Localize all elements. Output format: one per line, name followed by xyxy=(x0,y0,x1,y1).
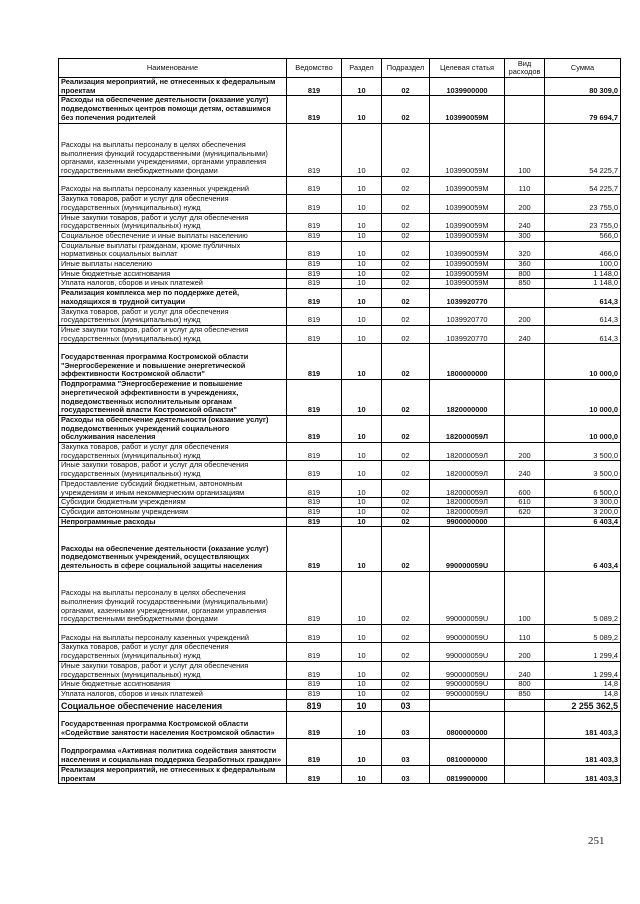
row-name: Непрограммные расходы xyxy=(59,517,287,527)
table-row xyxy=(59,711,621,738)
row-expense-type xyxy=(505,380,545,416)
row-section: 10 xyxy=(342,380,382,416)
row-name: Расходы на выплаты персоналу казенных учреждений xyxy=(59,625,287,643)
table-row xyxy=(59,415,621,442)
row-subsection: 02 xyxy=(382,380,430,416)
row-section: 10 xyxy=(342,443,382,461)
row-amount: 100,0 xyxy=(545,260,621,270)
row-amount: 3 300,0 xyxy=(545,498,621,508)
row-department: 819 xyxy=(287,123,342,176)
table-row xyxy=(59,625,621,643)
row-subsection: 02 xyxy=(382,461,430,479)
row-department: 819 xyxy=(287,279,342,289)
row-target-article xyxy=(430,699,505,711)
row-department: 819 xyxy=(287,415,342,442)
row-section: 10 xyxy=(342,498,382,508)
row-section: 10 xyxy=(342,307,382,325)
row-department: 819 xyxy=(287,661,342,679)
row-amount: 1 299,4 xyxy=(545,661,621,679)
row-name: Социальное обеспечение и иные выплаты населению xyxy=(59,231,287,241)
row-department: 819 xyxy=(287,260,342,270)
table-row xyxy=(59,443,621,461)
row-name: Иные закупки товаров, работ и услуг для обеспечения государственных (муниципальных) нужд xyxy=(59,661,287,679)
row-department: 819 xyxy=(287,507,342,517)
row-expense-type xyxy=(505,711,545,738)
row-subsection: 03 xyxy=(382,699,430,711)
row-section: 10 xyxy=(342,461,382,479)
row-expense-type: 200 xyxy=(505,443,545,461)
table-row xyxy=(59,461,621,479)
row-expense-type: 240 xyxy=(505,661,545,679)
row-name: Расходы на выплаты персоналу в целях обеспечения выполнения функций государственными (муниципальными) органами, казенными учреждениями, органами управления государственными внебюджетными фондами xyxy=(59,123,287,176)
row-amount: 181 403,3 xyxy=(545,738,621,765)
row-expense-type xyxy=(505,344,545,380)
row-name: Расходы на обеспечение деятельности (оказание услуг) подведомственных учреждений, осуществляющих деятельность в сфере социальной защиты населения xyxy=(59,527,287,572)
row-department: 819 xyxy=(287,231,342,241)
row-target-article: 990000059U xyxy=(430,571,505,624)
row-expense-type: 240 xyxy=(505,461,545,479)
header-amount: Сумма xyxy=(545,59,621,78)
row-amount: 10 000,0 xyxy=(545,415,621,442)
row-department: 819 xyxy=(287,78,342,96)
row-subsection: 02 xyxy=(382,680,430,690)
table-row xyxy=(59,325,621,343)
row-subsection: 02 xyxy=(382,527,430,572)
table-row xyxy=(59,661,621,679)
row-section: 10 xyxy=(342,289,382,307)
row-target-article: 103990059М xyxy=(430,260,505,270)
row-section: 10 xyxy=(342,260,382,270)
row-expense-type: 850 xyxy=(505,279,545,289)
row-amount: 3 500,0 xyxy=(545,461,621,479)
table-row xyxy=(59,78,621,96)
row-expense-type: 240 xyxy=(505,325,545,343)
budget-table-container xyxy=(58,58,620,784)
row-expense-type xyxy=(505,699,545,711)
row-subsection: 02 xyxy=(382,213,430,231)
table-header-row xyxy=(59,59,621,78)
row-subsection: 02 xyxy=(382,689,430,699)
row-subsection: 03 xyxy=(382,711,430,738)
row-subsection: 02 xyxy=(382,507,430,517)
row-expense-type xyxy=(505,527,545,572)
row-department: 819 xyxy=(287,699,342,711)
row-subsection: 03 xyxy=(382,765,430,783)
table-row xyxy=(59,231,621,241)
row-expense-type xyxy=(505,78,545,96)
row-section: 10 xyxy=(342,507,382,517)
row-target-article: 0819900000 xyxy=(430,765,505,783)
row-target-article: 103990059М xyxy=(430,195,505,213)
row-amount: 614,3 xyxy=(545,325,621,343)
row-section: 10 xyxy=(342,738,382,765)
row-department: 819 xyxy=(287,643,342,661)
table-row xyxy=(59,279,621,289)
row-target-article: 1039920770 xyxy=(430,307,505,325)
table-row xyxy=(59,176,621,194)
row-target-article: 1039900000 xyxy=(430,78,505,96)
row-name: Иные закупки товаров, работ и услуг для обеспечения государственных (муниципальных) нужд xyxy=(59,325,287,343)
row-section: 10 xyxy=(342,195,382,213)
row-department: 819 xyxy=(287,307,342,325)
row-amount: 54 225,7 xyxy=(545,123,621,176)
row-subsection: 02 xyxy=(382,571,430,624)
row-department: 819 xyxy=(287,517,342,527)
row-name: Подпрограмма «Активная политика содействия занятости населения и социальная поддержка безработных граждан» xyxy=(59,738,287,765)
row-name: Реализация комплекса мер по поддержке детей, находящихся в трудной ситуации xyxy=(59,289,287,307)
row-name: Подпрограмма "Энергосбережение и повышение энергетической эффективности в учреждениях, подведомственных исполнительным органам государственной власти Костромской области" xyxy=(59,380,287,416)
row-department: 819 xyxy=(287,344,342,380)
row-name: Субсидии бюджетным учреждениям xyxy=(59,498,287,508)
row-subsection: 02 xyxy=(382,325,430,343)
table-row xyxy=(59,241,621,259)
row-target-article: 103990059М xyxy=(430,123,505,176)
header-target-article: Целевая статья xyxy=(430,59,505,78)
row-expense-type: 200 xyxy=(505,643,545,661)
row-department: 819 xyxy=(287,711,342,738)
row-subsection: 02 xyxy=(382,498,430,508)
row-expense-type: 100 xyxy=(505,571,545,624)
row-name: Расходы на обеспечение деятельности (оказание услуг) подведомственных учреждений социального обслуживания населения xyxy=(59,415,287,442)
page-number: 251 xyxy=(588,835,605,847)
row-target-article: 1039920770 xyxy=(430,325,505,343)
row-expense-type xyxy=(505,765,545,783)
row-amount: 6 500,0 xyxy=(545,479,621,497)
row-name: Расходы на выплаты персоналу в целях обеспечения выполнения функций государственными (муниципальными) органами, казенными учреждениями, органами управления государственными внебюджетными фондами xyxy=(59,571,287,624)
row-department: 819 xyxy=(287,498,342,508)
row-name: Реализация мероприятий, не отнесенных к федеральным проектам xyxy=(59,765,287,783)
row-expense-type: 200 xyxy=(505,307,545,325)
row-department: 819 xyxy=(287,689,342,699)
row-department: 819 xyxy=(287,461,342,479)
row-target-article: 103990059М xyxy=(430,96,505,123)
row-target-article: 103990059М xyxy=(430,279,505,289)
row-expense-type: 850 xyxy=(505,689,545,699)
row-department: 819 xyxy=(287,325,342,343)
row-department: 819 xyxy=(287,380,342,416)
row-target-article: 990000059U xyxy=(430,625,505,643)
row-name: Субсидии автономным учреждениям xyxy=(59,507,287,517)
row-name: Иные бюджетные ассигнования xyxy=(59,269,287,279)
row-name: Иные бюджетные ассигнования xyxy=(59,680,287,690)
header-subsection: Подраздел xyxy=(382,59,430,78)
header-department: Ведомство xyxy=(287,59,342,78)
row-section: 10 xyxy=(342,517,382,527)
row-amount: 181 403,3 xyxy=(545,711,621,738)
row-target-article: 1800000000 xyxy=(430,344,505,380)
row-target-article: 103990059М xyxy=(430,231,505,241)
row-department: 819 xyxy=(287,680,342,690)
row-subsection: 02 xyxy=(382,195,430,213)
row-subsection: 02 xyxy=(382,443,430,461)
table-row xyxy=(59,195,621,213)
row-department: 819 xyxy=(287,195,342,213)
row-name: Уплата налогов, сборов и иных платежей xyxy=(59,279,287,289)
row-subsection: 02 xyxy=(382,231,430,241)
row-expense-type xyxy=(505,738,545,765)
row-target-article: 182000059Л xyxy=(430,461,505,479)
row-section: 10 xyxy=(342,78,382,96)
row-name: Социальные выплаты гражданам, кроме публичных нормативных социальных выплат xyxy=(59,241,287,259)
table-row xyxy=(59,643,621,661)
row-department: 819 xyxy=(287,527,342,572)
row-target-article: 103990059М xyxy=(430,213,505,231)
row-amount: 79 694,7 xyxy=(545,96,621,123)
table-row xyxy=(59,699,621,711)
row-section: 10 xyxy=(342,325,382,343)
row-target-article: 182000059Л xyxy=(430,415,505,442)
row-amount: 14,8 xyxy=(545,680,621,690)
row-subsection: 02 xyxy=(382,479,430,497)
row-target-article: 990000059U xyxy=(430,689,505,699)
row-expense-type: 110 xyxy=(505,176,545,194)
row-expense-type: 200 xyxy=(505,195,545,213)
table-row xyxy=(59,344,621,380)
row-expense-type: 240 xyxy=(505,213,545,231)
row-name: Закупка товаров, работ и услуг для обеспечения государственных (муниципальных) нужд xyxy=(59,643,287,661)
row-name: Закупка товаров, работ и услуг для обеспечения государственных (муниципальных) нужд xyxy=(59,443,287,461)
row-target-article: 990000059U xyxy=(430,680,505,690)
row-target-article: 0800000000 xyxy=(430,711,505,738)
row-amount: 10 000,0 xyxy=(545,344,621,380)
row-section: 10 xyxy=(342,680,382,690)
table-row xyxy=(59,269,621,279)
row-amount: 5 089,2 xyxy=(545,625,621,643)
table-row xyxy=(59,507,621,517)
row-expense-type: 800 xyxy=(505,680,545,690)
row-department: 819 xyxy=(287,571,342,624)
row-expense-type: 360 xyxy=(505,260,545,270)
row-subsection: 02 xyxy=(382,78,430,96)
table-row xyxy=(59,289,621,307)
row-name: Иные закупки товаров, работ и услуг для обеспечения государственных (муниципальных) нужд xyxy=(59,461,287,479)
row-amount: 80 309,0 xyxy=(545,78,621,96)
row-section: 10 xyxy=(342,625,382,643)
row-subsection: 02 xyxy=(382,269,430,279)
row-subsection: 02 xyxy=(382,260,430,270)
row-subsection: 02 xyxy=(382,344,430,380)
row-section: 10 xyxy=(342,479,382,497)
row-section: 10 xyxy=(342,269,382,279)
header-section: Раздел xyxy=(342,59,382,78)
header-name: Наименование xyxy=(59,59,287,78)
row-name: Государственная программа Костромской области "Энергосбережение и повышение энергетической эффективности Костромской области" xyxy=(59,344,287,380)
row-name: Предоставление субсидий бюджетным, автономным учреждениям и иным некоммерческим организациям xyxy=(59,479,287,497)
table-row xyxy=(59,213,621,231)
row-amount: 1 148,0 xyxy=(545,279,621,289)
row-department: 819 xyxy=(287,269,342,279)
header-expense-type: Вид расходов xyxy=(505,59,545,78)
row-section: 10 xyxy=(342,344,382,380)
row-expense-type: 610 xyxy=(505,498,545,508)
row-name: Закупка товаров, работ и услуг для обеспечения государственных (муниципальных) нужд xyxy=(59,307,287,325)
row-amount: 3 500,0 xyxy=(545,443,621,461)
row-section: 10 xyxy=(342,231,382,241)
row-amount: 181 403,3 xyxy=(545,765,621,783)
row-expense-type: 620 xyxy=(505,507,545,517)
row-expense-type xyxy=(505,289,545,307)
table-row xyxy=(59,738,621,765)
row-name: Реализация мероприятий, не отнесенных к федеральным проектам xyxy=(59,78,287,96)
row-section: 10 xyxy=(342,765,382,783)
row-expense-type: 100 xyxy=(505,123,545,176)
row-department: 819 xyxy=(287,241,342,259)
row-section: 10 xyxy=(342,661,382,679)
table-row xyxy=(59,689,621,699)
table-row xyxy=(59,260,621,270)
row-amount: 14,8 xyxy=(545,689,621,699)
row-name: Социальное обеспечение населения xyxy=(59,699,287,711)
row-target-article: 1820000000 xyxy=(430,380,505,416)
row-target-article: 1039920770 xyxy=(430,289,505,307)
row-amount: 23 755,0 xyxy=(545,195,621,213)
row-name: Иные закупки товаров, работ и услуг для обеспечения государственных (муниципальных) нужд xyxy=(59,213,287,231)
row-name: Уплата налогов, сборов и иных платежей xyxy=(59,689,287,699)
row-name: Иные выплаты населению xyxy=(59,260,287,270)
row-amount: 1 148,0 xyxy=(545,269,621,279)
row-amount: 614,3 xyxy=(545,289,621,307)
row-section: 10 xyxy=(342,711,382,738)
row-subsection: 02 xyxy=(382,176,430,194)
row-target-article: 990000059U xyxy=(430,661,505,679)
row-section: 10 xyxy=(342,689,382,699)
table-row xyxy=(59,380,621,416)
row-target-article: 182000059Л xyxy=(430,443,505,461)
row-target-article: 990000059U xyxy=(430,643,505,661)
row-subsection: 02 xyxy=(382,643,430,661)
row-expense-type: 300 xyxy=(505,231,545,241)
row-target-article: 103990059М xyxy=(430,269,505,279)
row-subsection: 02 xyxy=(382,625,430,643)
row-section: 10 xyxy=(342,213,382,231)
row-target-article: 9900000000 xyxy=(430,517,505,527)
row-subsection: 03 xyxy=(382,738,430,765)
row-subsection: 02 xyxy=(382,241,430,259)
row-amount: 566,0 xyxy=(545,231,621,241)
row-subsection: 02 xyxy=(382,289,430,307)
row-department: 819 xyxy=(287,625,342,643)
row-amount: 3 200,0 xyxy=(545,507,621,517)
table-row xyxy=(59,527,621,572)
row-department: 819 xyxy=(287,443,342,461)
row-department: 819 xyxy=(287,96,342,123)
row-expense-type: 600 xyxy=(505,479,545,497)
budget-table xyxy=(58,58,621,784)
row-target-article: 103990059М xyxy=(430,241,505,259)
row-department: 819 xyxy=(287,765,342,783)
row-name: Государственная программа Костромской области «Содействие занятости населения Костромской области» xyxy=(59,711,287,738)
row-section: 10 xyxy=(342,527,382,572)
row-expense-type: 320 xyxy=(505,241,545,259)
row-department: 819 xyxy=(287,289,342,307)
row-subsection: 02 xyxy=(382,96,430,123)
row-subsection: 02 xyxy=(382,123,430,176)
row-amount: 466,0 xyxy=(545,241,621,259)
row-section: 10 xyxy=(342,241,382,259)
table-row xyxy=(59,498,621,508)
row-amount: 5 089,2 xyxy=(545,571,621,624)
row-amount: 6 403,4 xyxy=(545,517,621,527)
row-department: 819 xyxy=(287,176,342,194)
row-department: 819 xyxy=(287,738,342,765)
row-expense-type xyxy=(505,415,545,442)
row-subsection: 02 xyxy=(382,415,430,442)
row-expense-type: 110 xyxy=(505,625,545,643)
row-target-article: 103990059М xyxy=(430,176,505,194)
row-section: 10 xyxy=(342,415,382,442)
row-amount: 1 299,4 xyxy=(545,643,621,661)
row-target-article: 0810000000 xyxy=(430,738,505,765)
row-subsection: 02 xyxy=(382,517,430,527)
row-amount: 23 755,0 xyxy=(545,213,621,231)
row-target-article: 182000059Л xyxy=(430,507,505,517)
row-amount: 10 000,0 xyxy=(545,380,621,416)
row-section: 10 xyxy=(342,96,382,123)
table-row xyxy=(59,123,621,176)
table-row xyxy=(59,680,621,690)
row-section: 10 xyxy=(342,123,382,176)
row-section: 10 xyxy=(342,176,382,194)
row-amount: 2 255 362,5 xyxy=(545,699,621,711)
row-amount: 6 403,4 xyxy=(545,527,621,572)
table-row xyxy=(59,479,621,497)
row-section: 10 xyxy=(342,643,382,661)
row-department: 819 xyxy=(287,479,342,497)
row-amount: 54 225,7 xyxy=(545,176,621,194)
row-name: Расходы на выплаты персоналу казенных учреждений xyxy=(59,176,287,194)
row-section: 10 xyxy=(342,571,382,624)
row-target-article: 182000059Л xyxy=(430,479,505,497)
table-row xyxy=(59,517,621,527)
row-expense-type xyxy=(505,517,545,527)
table-row xyxy=(59,571,621,624)
row-name: Расходы на обеспечение деятельности (оказание услуг) подведомственных центров помощи детям, оставшимся без попечения родителей xyxy=(59,96,287,123)
row-target-article: 182000059Л xyxy=(430,498,505,508)
row-target-article: 990000059U xyxy=(430,527,505,572)
table-row xyxy=(59,96,621,123)
table-row xyxy=(59,307,621,325)
row-subsection: 02 xyxy=(382,307,430,325)
table-row xyxy=(59,765,621,783)
row-expense-type xyxy=(505,96,545,123)
row-section: 10 xyxy=(342,279,382,289)
row-department: 819 xyxy=(287,213,342,231)
row-subsection: 02 xyxy=(382,279,430,289)
row-expense-type: 800 xyxy=(505,269,545,279)
row-section: 10 xyxy=(342,699,382,711)
row-subsection: 02 xyxy=(382,661,430,679)
row-name: Закупка товаров, работ и услуг для обеспечения государственных (муниципальных) нужд xyxy=(59,195,287,213)
row-amount: 614,3 xyxy=(545,307,621,325)
